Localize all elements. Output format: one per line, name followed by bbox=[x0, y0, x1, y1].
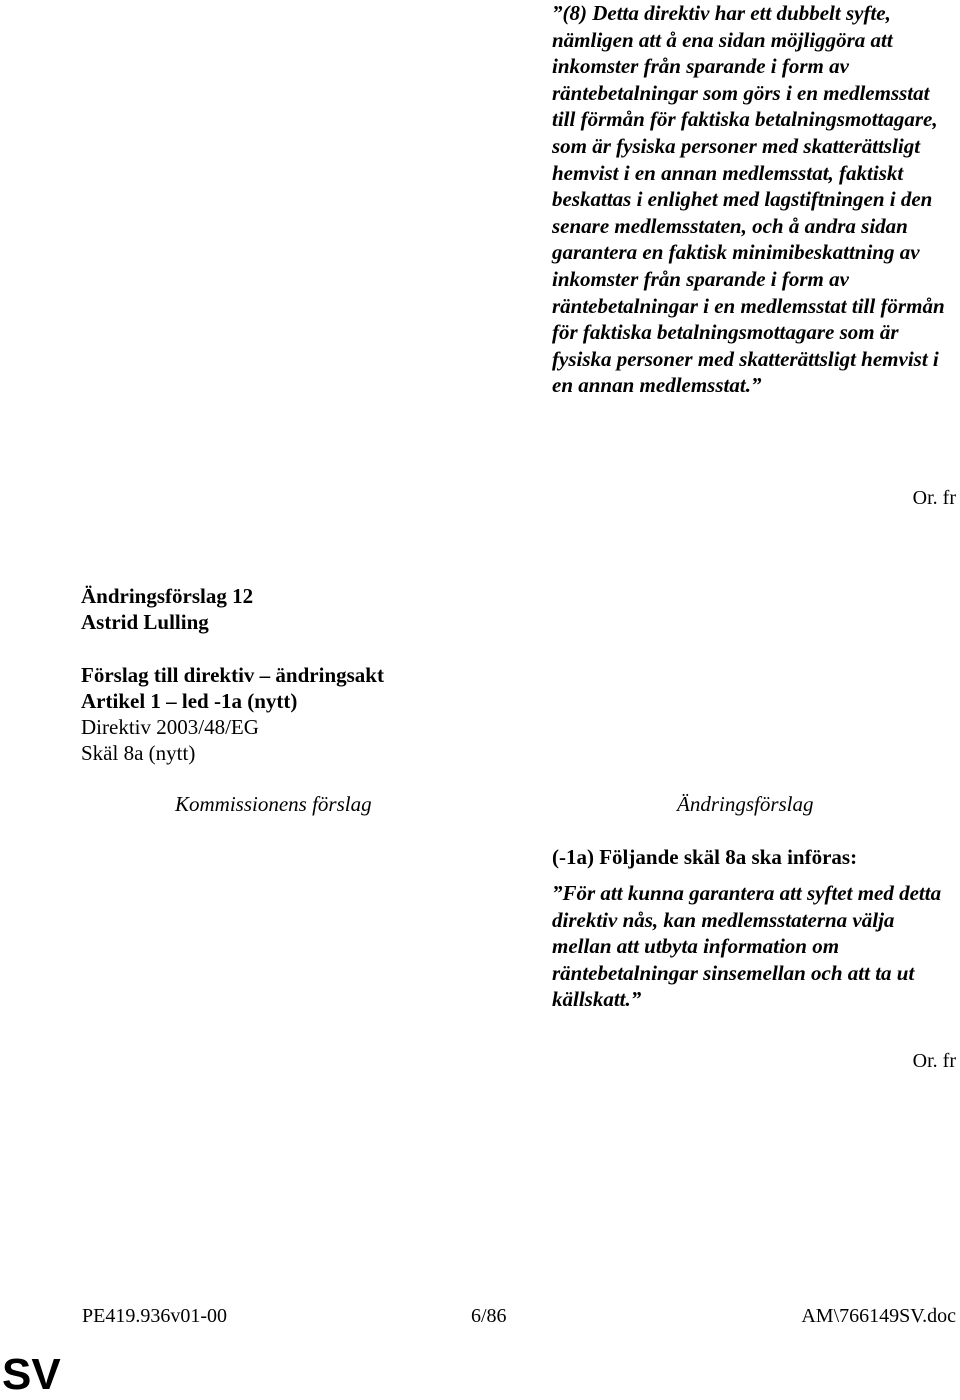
footer-page-number: 6/86 bbox=[471, 1305, 507, 1327]
language-code: SV bbox=[2, 1350, 61, 1399]
recital-8a-text: ”För att kunna garantera att syftet med detta direktiv nås, kan medlemsstaterna välja mellan att utbyta information om räntebetalningar sinsemellan och att ta ut källskatt.” bbox=[552, 881, 942, 1012]
directive-reference: Direktiv 2003/48/EG bbox=[81, 715, 259, 739]
amendment-header bbox=[81, 583, 253, 635]
original-language-label-2: Or. fr bbox=[912, 1050, 956, 1072]
footer-file-name: AM\766149SV.doc bbox=[801, 1305, 956, 1327]
article-reference: Artikel 1 – led -1a (nytt) bbox=[81, 689, 298, 713]
amendment-column-header: Ändringsförslag bbox=[677, 792, 814, 816]
recital-8-text: ”(8) Detta direktiv har ett dubbelt syfte, nämligen att å ena sidan möjliggöra att inkomster från sparande i form av räntebetalningar som görs i en medlemsstat till förmån för faktiska betalningsmottagare, som är fysiska personer med skatterättsligt hemvist i en annan medlemsstat, faktiskt beskattas i enlighet med lagstiftningen i den senare medlemsstaten, och å andra sidan garantera en faktisk minimibeskattning av inkomster från sparande i form av räntebetalningar i en medlemsstat till förmån för faktiska betalningsmottagare som är fysiska personer med skatterättsligt hemvist i en annan medlemsstat.” bbox=[552, 1, 945, 398]
recital-reference: Skäl 8a (nytt) bbox=[81, 741, 196, 765]
amendment-number: Ändringsförslag 12 bbox=[81, 584, 254, 608]
proposal-title: Förslag till direktiv – ändringsakt bbox=[81, 663, 384, 687]
original-language-label: Or. fr bbox=[912, 487, 956, 509]
amendment-author: Astrid Lulling bbox=[81, 610, 209, 634]
footer-doc-reference: PE419.936v01-00 bbox=[82, 1305, 227, 1327]
commission-proposal-column-header: Kommissionens förslag bbox=[175, 792, 372, 816]
amendment-references bbox=[81, 662, 384, 766]
amendment-intro: (-1a) Följande skäl 8a ska införas: bbox=[552, 845, 858, 869]
